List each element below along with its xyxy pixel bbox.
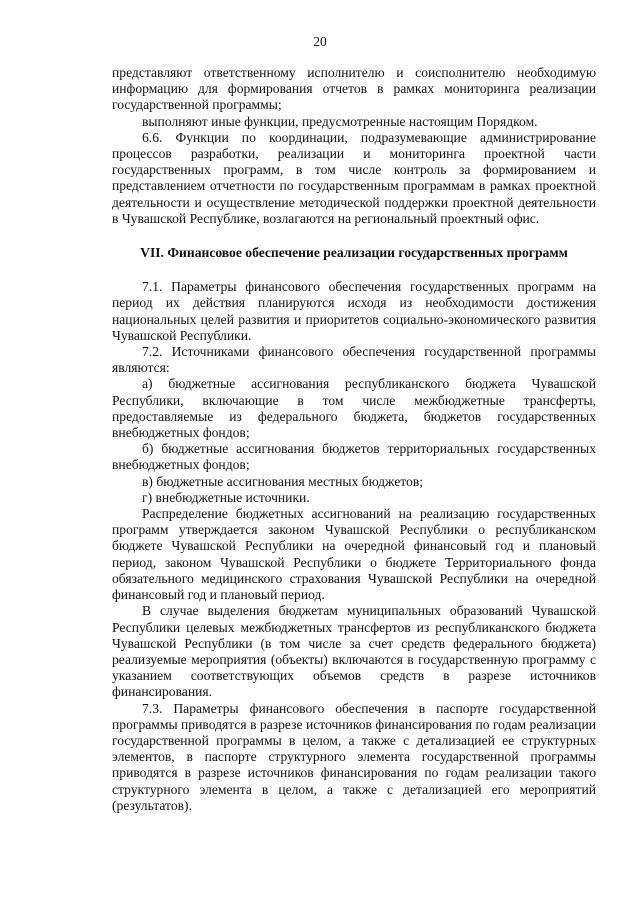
list-item-v: в) бюджетные ассигнования местных бюджетов; [142,473,424,489]
page-number: 20 [313,34,327,49]
paragraph-continuation: представляют ответственному исполнителю и соисполнителю необходимую информацию для формирования отчетов в рамках мониторинга реализации государственной программы; [112,65,596,113]
paragraph-distribution: Распределение бюджетных ассигнований на реализацию государственных программ утверждается законом Чувашской Республики о республиканском бюджете Чувашской Республики на очередной финансовый год и плановый период, законом Чувашской Республики о бюджете Территориального фонда обязательного медицинского страхования Чувашской Республики на очередной финансовый год и плановый период. [112,506,596,603]
paragraph-7-2: 7.2. Источниками финансового обеспечения государственной программы являются: [112,344,596,376]
paragraph-7-3: 7.3. Параметры финансового обеспечения в паспорте государственной программы приводятся в разрезе источников финансирования по годам реализации государственной программы в целом, а также с детализацией ее структурных элементов, в паспорте структурного элемента государственной программы приводятся в разрезе источников финансирования по годам реализации такого структурного элемента в целом, а также с детализацией его мероприятий (результатов). [112,700,596,813]
paragraph-6-6: 6.6. Функции по координации, подразумевающие администрирование процессов разработки, реализации и мониторинга проектной части государственных программ, в том числе контроль за формированием и представлением отчетности по государственным программам в рамках проектной деятельности и осуществление методической поддержки проектной деятельности в Чувашской Республике, возлагаются на региональный проектный офис. [112,129,596,226]
paragraph: выполняют иные функции, предусмотренные настоящим Порядком. [142,113,538,129]
list-item-g: г) внебюджетные источники. [142,489,310,505]
paragraph-7-1: 7.1. Параметры финансового обеспечения государственных программ на период их действия планируются исходя из необходимости достижения национальных целей развития и приоритетов социально-экономического развития Чувашской Республики. [112,279,596,343]
paragraph-transfers: В случае выделения бюджетам муниципальных образований Чувашской Республики целевых межбюджетных трансфертов из республиканского бюджета Чувашской Республики (в том числе за счет средств федерального бюджета) реализуемые мероприятия (объекты) включаются в государственную программу с указанием соответствующих объемов средств в разрезе источников финансирования. [112,603,596,700]
list-item-b: б) бюджетные ассигнования бюджетов территориальных государственных внебюджетных фондов; [112,441,596,473]
list-item-a: а) бюджетные ассигнования республиканского бюджета Чувашской Республики, включающие в том числе межбюджетные трансферты, предоставляемые из федерального бюджета, бюджетов государственных внебюджетных фондов; [112,376,596,441]
document-body [112,65,596,814]
section-heading: VII. Финансовое обеспечение реализации государственных программ [140,245,568,261]
